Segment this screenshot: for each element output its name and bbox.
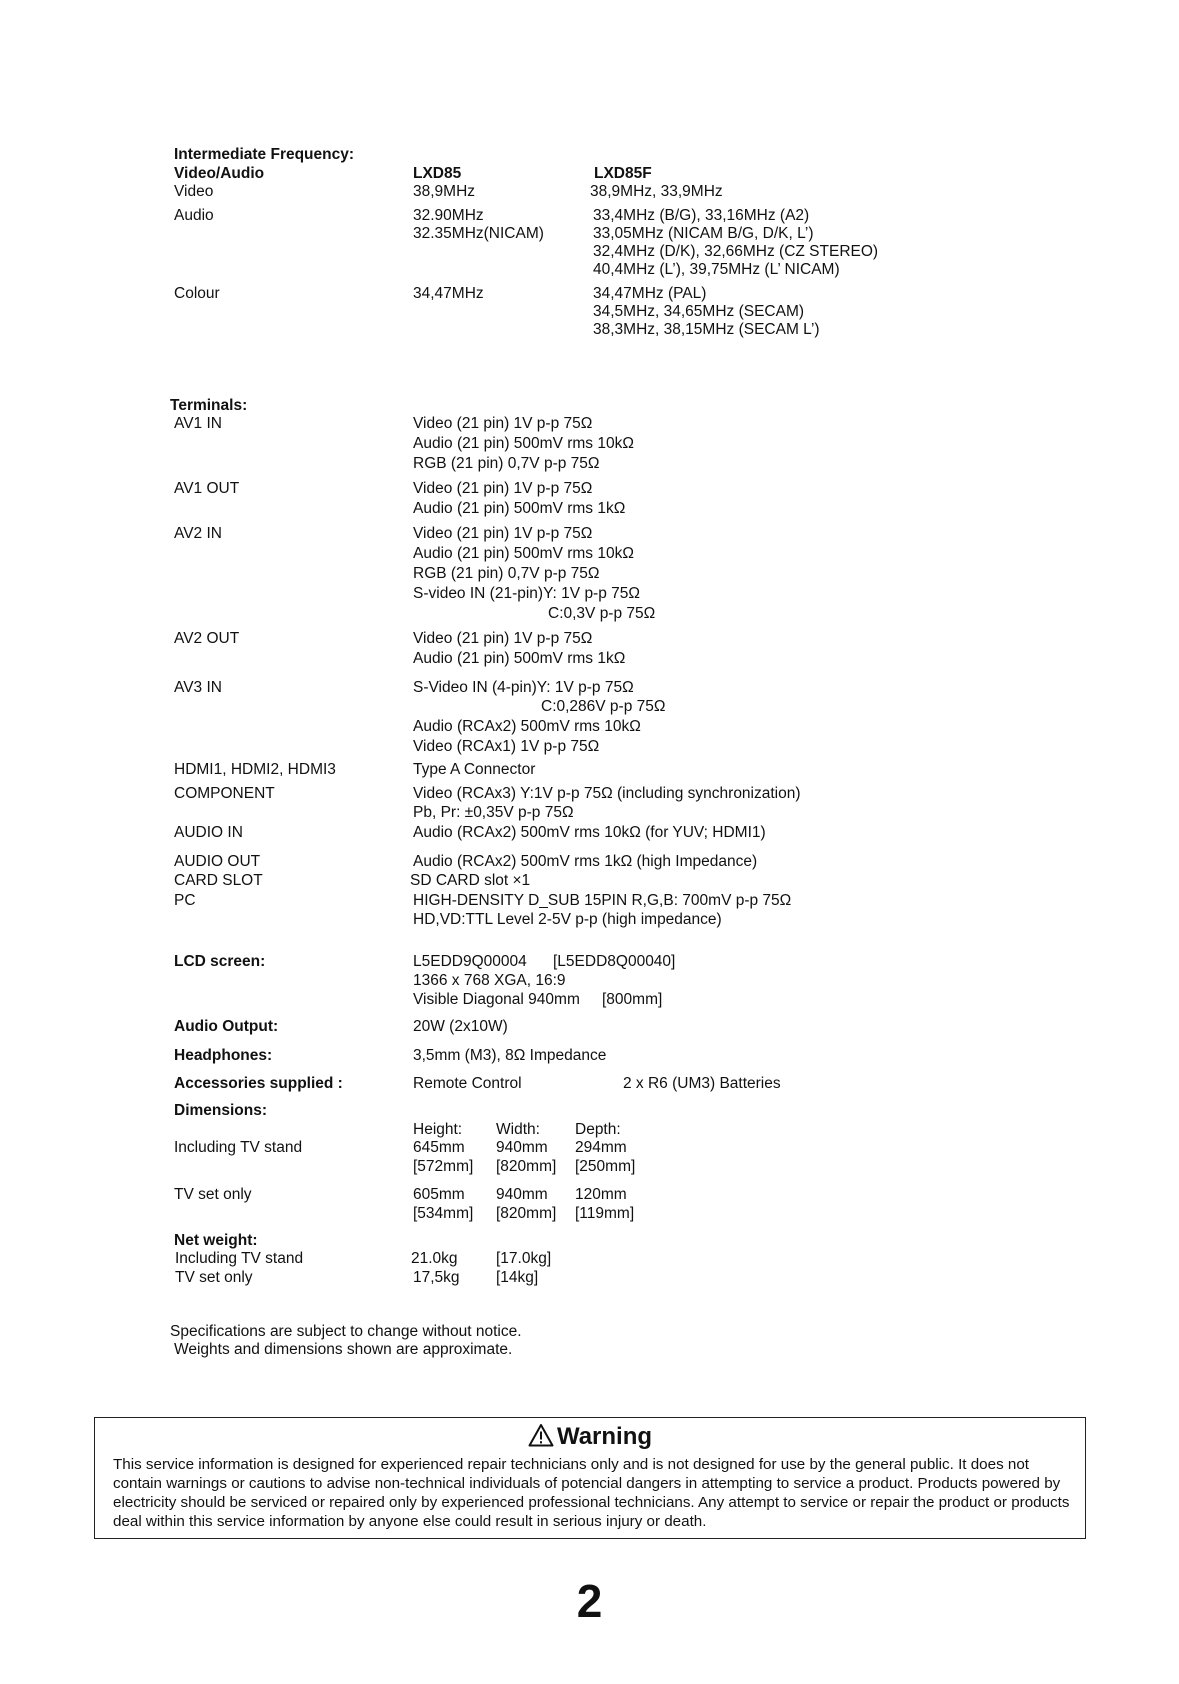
av2-in-label: AV2 IN [174, 525, 222, 542]
if-colour-lxd85f: 34,5MHz, 34,65MHz (SECAM) [593, 303, 805, 320]
lcd-label: LCD screen: [174, 953, 266, 970]
if-audio-lxd85: 32.35MHz(NICAM) [413, 225, 544, 242]
if-colour-lxd85f: 38,3MHz, 38,15MHz (SECAM L’) [593, 321, 820, 338]
headphones-value: 3,5mm (M3), 8Ω Impedance [413, 1047, 607, 1064]
weight-only-label: TV set only [175, 1269, 253, 1286]
lcd-model-alt: [L5EDD8Q00040] [553, 953, 676, 970]
audio-in-value: Audio (RCAx2) 500mV rms 10kΩ (for YUV; HDMI1) [413, 824, 766, 841]
accessory-remote: Remote Control [413, 1075, 522, 1092]
dim-stand-height: 645mm [413, 1139, 465, 1156]
component-value: Video (RCAx3) Y:1V p-p 75Ω (including synchronization) [413, 785, 801, 802]
if-audio-lxd85f: 32,4MHz (D/K), 32,66MHz (CZ STEREO) [593, 243, 879, 260]
dim-stand-width-alt: [820mm] [496, 1158, 557, 1175]
pc-value: HIGH-DENSITY D_SUB 15PIN R,G,B: 700mV p-p 75Ω [413, 892, 792, 909]
col-header-lxd85f: LXD85F [594, 165, 652, 182]
accessory-batteries: 2 x R6 (UM3) Batteries [623, 1075, 781, 1092]
lcd-diagonal: Visible Diagonal 940mm [413, 991, 580, 1008]
note-change: Specifications are subject to change without notice. [170, 1323, 522, 1340]
if-colour-lxd85: 34,47MHz [413, 285, 484, 302]
lcd-resolution: 1366 x 768 XGA, 16:9 [413, 972, 566, 989]
av2-out-value: Audio (21 pin) 500mV rms 1kΩ [413, 650, 626, 667]
dim-header-width: Width: [496, 1121, 540, 1138]
card-slot-value: SD CARD slot ×1 [410, 872, 531, 889]
audio-output-label: Audio Output: [174, 1018, 279, 1035]
pc-value: HD,VD:TTL Level 2-5V p-p (high impedance) [413, 911, 722, 928]
weight-only-value: 17,5kg [413, 1269, 460, 1286]
lcd-model: L5EDD9Q00004 [413, 953, 527, 970]
av1-in-value: Video (21 pin) 1V p-p 75Ω [413, 415, 593, 432]
card-slot-label: CARD SLOT [174, 872, 263, 889]
warning-triangle-icon [528, 1423, 554, 1447]
warning-box [94, 1417, 1086, 1539]
dim-header-depth: Depth: [575, 1121, 621, 1138]
if-audio-lxd85: 32.90MHz [413, 207, 484, 224]
dim-only-height: 605mm [413, 1186, 465, 1203]
dim-only-depth: 120mm [575, 1186, 627, 1203]
dim-only-label: TV set only [174, 1186, 252, 1203]
page-number: 2 [576, 1575, 603, 1627]
if-video-lxd85: 38,9MHz [413, 183, 476, 200]
if-video-label: Video [174, 183, 214, 200]
hdmi-label: HDMI1, HDMI2, HDMI3 [174, 761, 336, 778]
weight-stand-label: Including TV stand [175, 1250, 304, 1267]
av1-out-value: Audio (21 pin) 500mV rms 1kΩ [413, 500, 626, 517]
av2-in-value: Video (21 pin) 1V p-p 75Ω [413, 525, 593, 542]
av1-out-value: Video (21 pin) 1V p-p 75Ω [413, 480, 593, 497]
dim-stand-label: Including TV stand [174, 1139, 303, 1156]
if-audio-lxd85f: 40,4MHz (L’), 39,75MHz (L’ NICAM) [593, 261, 840, 278]
weight-stand-alt: [17.0kg] [496, 1250, 552, 1267]
note-approx: Weights and dimensions shown are approximate. [174, 1341, 513, 1358]
if-audio-label: Audio [174, 207, 214, 224]
av2-out-value: Video (21 pin) 1V p-p 75Ω [413, 630, 593, 647]
col-header-lxd85: LXD85 [413, 165, 462, 182]
audio-out-label: AUDIO OUT [174, 853, 261, 870]
if-video-lxd85f: 38,9MHz, 33,9MHz [590, 183, 723, 200]
component-value: Pb, Pr: ±0,35V p-p 75Ω [413, 804, 574, 821]
pc-label: PC [174, 892, 196, 909]
accessories-label: Accessories supplied : [174, 1075, 343, 1092]
av2-out-label: AV2 OUT [174, 630, 240, 647]
weight-only-alt: [14kg] [496, 1269, 539, 1286]
av1-out-label: AV1 OUT [174, 480, 240, 497]
terminals-heading: Terminals: [170, 397, 248, 414]
audio-in-label: AUDIO IN [174, 824, 243, 841]
dimensions-label: Dimensions: [174, 1102, 268, 1119]
av1-in-label: AV1 IN [174, 415, 222, 432]
headphones-label: Headphones: [174, 1047, 273, 1064]
if-audio-lxd85f: 33,4MHz (B/G), 33,16MHz (A2) [593, 207, 810, 224]
dim-stand-depth: 294mm [575, 1139, 627, 1156]
audio-out-value: Audio (RCAx2) 500mV rms 1kΩ (high Impedance) [413, 853, 758, 870]
dim-stand-depth-alt: [250mm] [575, 1158, 636, 1175]
dim-stand-height-alt: [572mm] [413, 1158, 474, 1175]
if-colour-lxd85f: 34,47MHz (PAL) [593, 285, 707, 302]
hdmi-value: Type A Connector [413, 761, 536, 778]
dim-only-width: 940mm [496, 1186, 548, 1203]
if-heading: Intermediate Frequency: [174, 146, 355, 163]
av1-in-value: Audio (21 pin) 500mV rms 10kΩ [413, 435, 634, 452]
lcd-diagonal-alt: [800mm] [602, 991, 663, 1008]
warning-title-text: Warning [556, 1423, 653, 1450]
warning-title [95, 1422, 1085, 1452]
av3-in-value: Audio (RCAx2) 500mV rms 10kΩ [413, 718, 641, 735]
av1-in-value: RGB (21 pin) 0,7V p-p 75Ω [413, 455, 600, 472]
dim-header-height: Height: [413, 1121, 463, 1138]
dim-stand-width: 940mm [496, 1139, 548, 1156]
dim-only-depth-alt: [119mm] [575, 1205, 635, 1222]
dim-only-height-alt: [534mm] [413, 1205, 474, 1222]
warning-text: This service information is designed for experienced repair technicians only and is not designed for use by the general public. It does not contain warnings or cautions to advise non-technical individuals of potencial dangers in attempting to service a product. Products powered by electricity should be serviced or repaired only by experienced professional technicians. Any attempt to service or repair the product or products deal within this service information by anyone else could result in serious injury or death. [113, 1456, 1070, 1530]
weight-label: Net weight: [174, 1232, 258, 1249]
av2-in-value: Audio (21 pin) 500mV rms 10kΩ [413, 545, 634, 562]
av2-in-value: S-video IN (21-pin)Y: 1V p-p 75Ω [413, 585, 640, 602]
if-audio-lxd85f: 33,05MHz (NICAM B/G, D/K, L’) [593, 225, 814, 242]
weight-stand-value: 21.0kg [411, 1250, 458, 1267]
av2-in-value: C:0,3V p-p 75Ω [548, 605, 656, 622]
av2-in-value: RGB (21 pin) 0,7V p-p 75Ω [413, 565, 600, 582]
av3-in-value: Video (RCAx1) 1V p-p 75Ω [413, 738, 600, 755]
av3-in-value: S-Video IN (4-pin)Y: 1V p-p 75Ω [413, 679, 634, 696]
component-label: COMPONENT [174, 785, 275, 802]
audio-output-value: 20W (2x10W) [413, 1018, 508, 1035]
av3-in-label: AV3 IN [174, 679, 222, 696]
dim-only-width-alt: [820mm] [496, 1205, 557, 1222]
if-colour-label: Colour [174, 285, 220, 302]
av3-in-value: C:0,286V p-p 75Ω [541, 698, 666, 715]
if-subheading: Video/Audio [174, 165, 265, 182]
